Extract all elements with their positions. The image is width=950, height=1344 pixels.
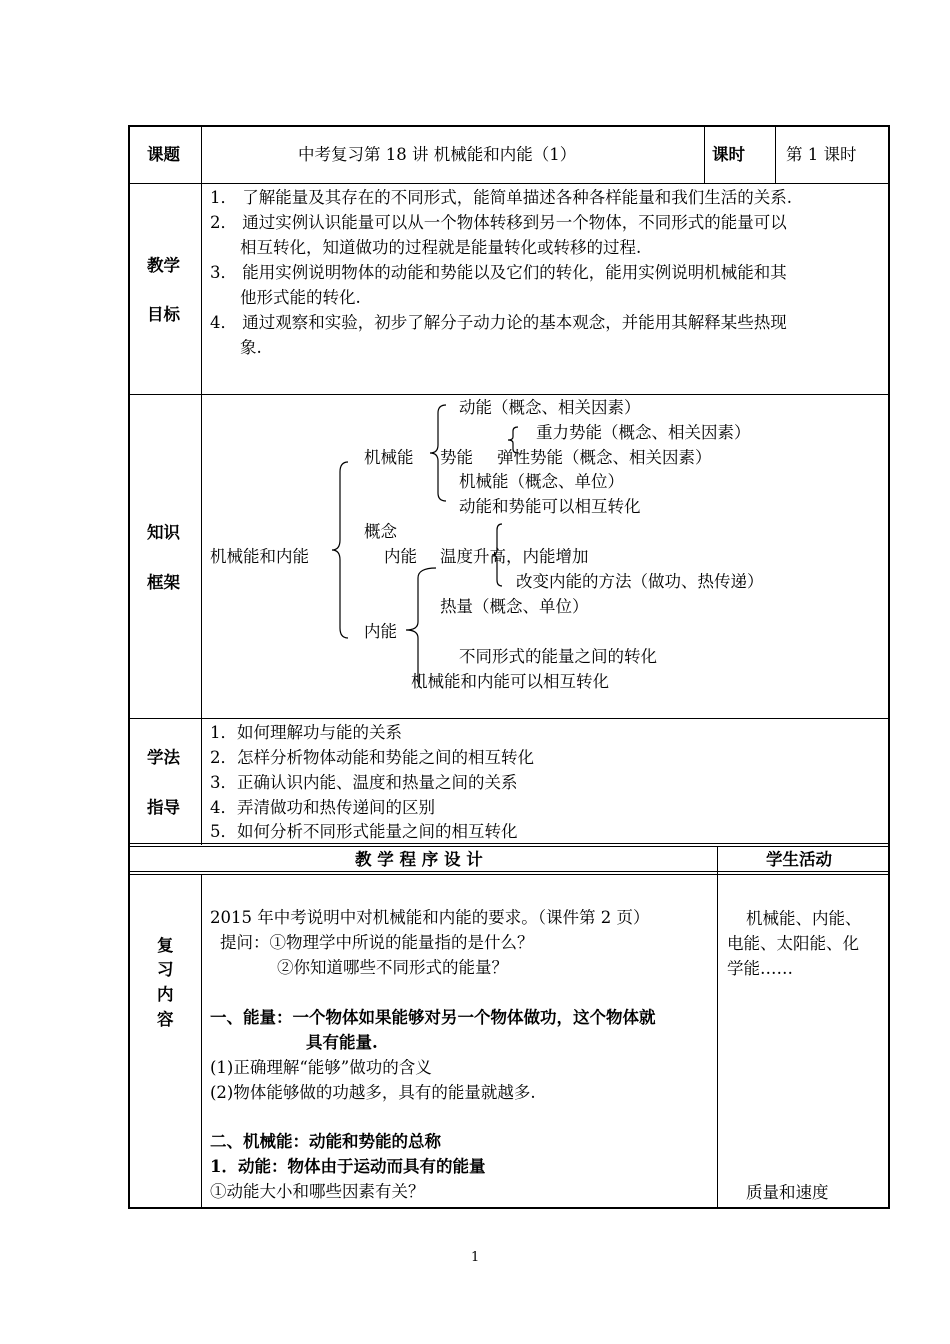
student-line: 质量和速度 (746, 1183, 829, 1202)
review-label-char: 习 (157, 960, 174, 979)
review-line: (1)正确理解“能够”做功的含义 (210, 1058, 432, 1077)
guidance-item: 1．如何理解功与能的关系 (210, 723, 402, 742)
student-line: 学能…… (727, 959, 793, 978)
review-line: ②你知道哪些不同形式的能量？ (277, 958, 508, 977)
student-line: 电能、太阳能、化 (727, 934, 859, 953)
review-line: 具有能量. (306, 1033, 378, 1052)
design-heading: 教 学 程 序 设 计 (355, 850, 483, 869)
review-line: 二、机械能：动能和势能的总称 (210, 1132, 441, 1151)
review-line: 提问：①物理学中所说的能量指的是什么？ (220, 933, 534, 952)
brace-root (330, 460, 350, 640)
node-mech-internal: 机械能和内能可以相互转化 (411, 672, 609, 691)
review-label-char: 内 (157, 985, 174, 1004)
node-internal: 内能 (364, 622, 397, 641)
course-label: 课题 (147, 145, 180, 164)
objective-item: 相互转化，知道做功的过程就是能量转化或转移的过程. (240, 238, 642, 257)
brace-mechanical (428, 403, 448, 503)
guidance-label-2: 指导 (147, 798, 180, 817)
guidance-item: 2．怎样分析物体动能和势能之间的相互转化 (210, 748, 534, 767)
objective-item: 1． 了解能量及其存在的不同形式，能简单描述各种各样能量和我们生活的关系. (210, 188, 792, 207)
node-internal-mid: 内能 (384, 547, 417, 566)
student-line: 机械能、内能、 (746, 909, 862, 928)
period-value: 第 1 课时 (786, 145, 857, 164)
review-line: 1．动能：物体由于运动而具有的能量 (210, 1157, 486, 1176)
page-number: 1 (471, 1250, 480, 1265)
review-line: ①动能大小和哪些因素有关？ (210, 1182, 425, 1201)
student-activity-heading: 学生活动 (766, 850, 832, 869)
node-root: 机械能和内能 (210, 547, 309, 566)
guidance-item: 3．正确认识内能、温度和热量之间的关系 (210, 773, 518, 792)
node-temp: 温度升高，内能增加 (440, 547, 589, 566)
brace-temp (490, 522, 504, 588)
node-mech-energy: 机械能（概念、单位） (459, 472, 624, 491)
review-line: 一、能量：一个物体如果能够对另一个物体做功，这个物体就 (210, 1008, 656, 1027)
objective-item: 3． 能用实例说明物体的动能和势能以及它们的转化，能用实例说明机械能和其 (210, 263, 787, 282)
objective-item: 4． 通过观察和实验，初步了解分子动力论的基本观念，并能用其解释某些热现 (210, 313, 787, 332)
objective-item: 他形式能的转化. (240, 288, 361, 307)
framework-label-2: 框架 (147, 573, 180, 592)
brace-potential (506, 425, 520, 455)
period-label: 课时 (712, 145, 745, 164)
node-change-methods: 改变内能的方法（做功、热传递） (516, 572, 764, 591)
review-label-char: 复 (157, 936, 174, 955)
node-potential: 势能 (440, 448, 473, 467)
node-elastic-potential: 弹性势能（概念、相关因素） (497, 448, 712, 467)
node-mechanical: 机械能 (364, 448, 414, 467)
node-concept: 概念 (364, 522, 397, 541)
node-kinetic: 动能（概念、相关因素） (459, 398, 641, 417)
review-line: 2015 年中考说明中对机械能和内能的要求。（课件第 2 页） (210, 908, 650, 927)
objectives-label-1: 教学 (147, 256, 180, 275)
review-label-char: 容 (157, 1010, 174, 1029)
review-line: (2)物体能够做的功越多，具有的能量就越多. (210, 1083, 536, 1102)
node-diff-forms: 不同形式的能量之间的转化 (459, 647, 657, 666)
guidance-label-1: 学法 (147, 748, 180, 767)
brace-internal (404, 566, 438, 690)
node-heat: 热量（概念、单位） (440, 597, 589, 616)
objectives-label-2: 目标 (147, 305, 180, 324)
objective-item: 象. (240, 338, 262, 357)
guidance-item: 5．如何分析不同形式能量之间的相互转化 (210, 822, 518, 841)
lesson-title: 中考复习第 18 讲 机械能和内能（1） (298, 145, 577, 164)
objective-item: 2． 通过实例认识能量可以从一个物体转移到另一个物体，不同形式的能量可以 (210, 213, 787, 232)
node-gravity-potential: 重力势能（概念、相关因素） (536, 423, 751, 442)
framework-label-1: 知识 (147, 523, 180, 542)
guidance-item: 4．弄清做功和热传递间的区别 (210, 798, 435, 817)
node-convert: 动能和势能可以相互转化 (459, 497, 641, 516)
